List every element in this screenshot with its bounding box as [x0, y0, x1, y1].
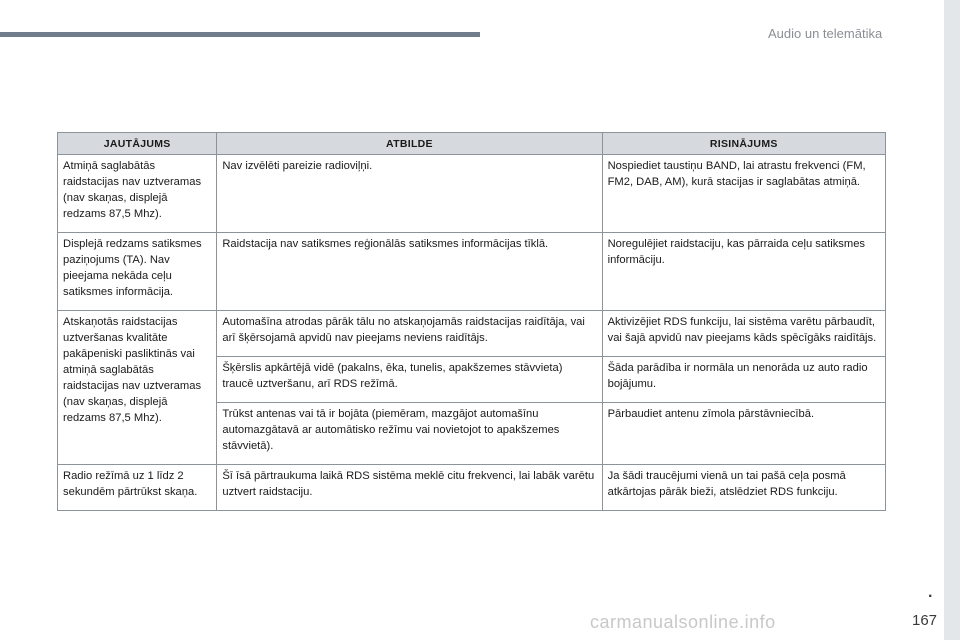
- column-header-question: JAUTĀJUMS: [58, 133, 217, 155]
- answer-cell: Raidstacija nav satiksmes reģionālās satiksmes informācijas tīklā.: [217, 233, 602, 311]
- column-header-answer: ATBILDE: [217, 133, 602, 155]
- solution-cell: Aktivizējiet RDS funkciju, lai sistēma varētu pārbaudīt, vai šajā apvidū nav pieejams kāds spēcīgāks raidītājs.: [602, 311, 885, 357]
- table-row: [58, 311, 886, 357]
- answer-cell: Trūkst antenas vai tā ir bojāta (piemēram, mazgājot automašīnu automazgātavā ar automātisko režīmu vai novietojot to apakšzemes stāvvietā).: [217, 403, 602, 465]
- table-row: [58, 155, 886, 233]
- header-bar: [0, 32, 480, 37]
- answer-cell: Šķērslis apkārtējā vidē (pakalns, ēka, tunelis, apakšzemes stāvvieta) traucē uztveršanu, arī RDS režīmā.: [217, 357, 602, 403]
- troubleshooting-table: [57, 132, 886, 511]
- page-number: 167: [912, 612, 938, 629]
- answer-cell: Nav izvēlēti pareizie radioviļņi.: [217, 155, 602, 233]
- page-edge-strip: [944, 0, 960, 640]
- page-marker-dot: .: [928, 584, 933, 601]
- solution-cell: Šāda parādība ir normāla un nenorāda uz auto radio bojājumu.: [602, 357, 885, 403]
- section-title: Audio un telemātika: [768, 26, 883, 41]
- answer-cell: Šī īsā pārtraukuma laikā RDS sistēma meklē citu frekvenci, lai labāk varētu uztvert raidstaciju.: [217, 465, 602, 511]
- table-row: [58, 465, 886, 511]
- solution-cell: Nospiediet taustiņu BAND, lai atrastu frekvenci (FM, FM2, DAB, AM), kurā stacijas ir saglabātas atmiņā.: [602, 155, 885, 233]
- question-cell: Atskaņotās raidstacijas uztveršanas kvalitāte pakāpeniski pasliktinās vai atmiņā saglabātās raidstacijas nav uztveramas (nav skaņas, displejā redzams 87,5 Mhz).: [58, 311, 217, 465]
- question-cell: Atmiņā saglabātās raidstacijas nav uztveramas (nav skaņas, displejā redzams 87,5 Mhz).: [58, 155, 217, 233]
- table-header-row: [58, 133, 886, 155]
- watermark: carmanualsonline.info: [590, 612, 776, 632]
- solution-cell: Pārbaudiet antenu zīmola pārstāvniecībā.: [602, 403, 885, 465]
- column-header-solution: RISINĀJUMS: [602, 133, 885, 155]
- solution-cell: Ja šādi traucējumi vienā un tai pašā ceļa posmā atkārtojas pārāk bieži, atslēdziet RDS funkciju.: [602, 465, 885, 511]
- solution-cell: Noregulējiet raidstaciju, kas pārraida ceļu satiksmes informāciju.: [602, 233, 885, 311]
- question-cell: Displejā redzams satiksmes paziņojums (TA). Nav pieejama nekāda ceļu satiksmes informācija.: [58, 233, 217, 311]
- answer-cell: Automašīna atrodas pārāk tālu no atskaņojamās raidstacijas raidītāja, vai arī šķērsojamā apvidū nav pieejams neviens raidītājs.: [217, 311, 602, 357]
- question-cell: Radio režīmā uz 1 līdz 2 sekundēm pārtrūkst skaņa.: [58, 465, 217, 511]
- table-row: [58, 233, 886, 311]
